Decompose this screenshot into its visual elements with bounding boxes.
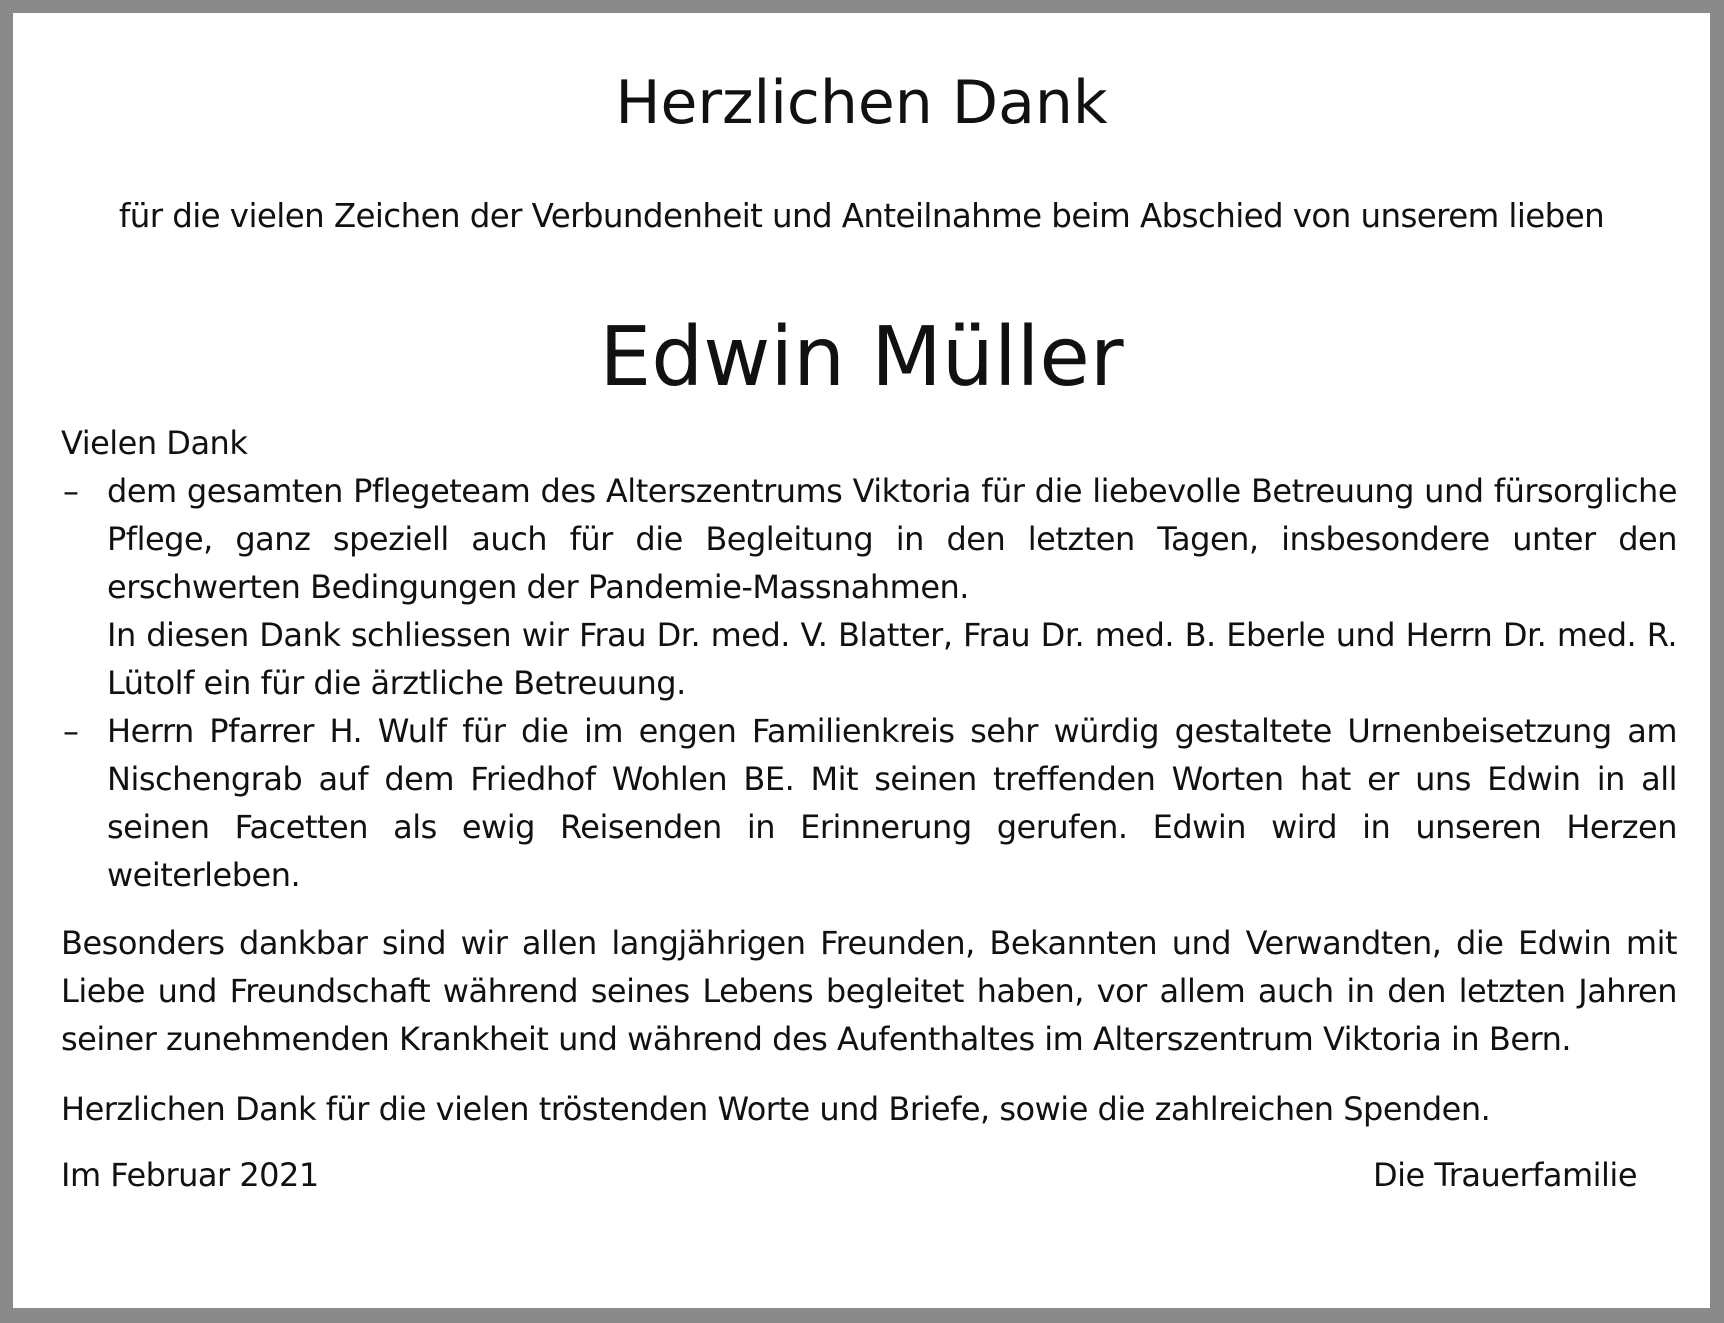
thanks-item-text: dem gesamten Pflegeteam des Alterszentrums Viktoria für die liebevolle Betreuung und fürsorgliche Pflege, ganz speziell auch für die Begleitung in den letzten Tagen, insbesondere unter den erschwerten Bedingungen der Pandemie-Massnahmen. — [107, 472, 1677, 606]
dash-marker: – — [63, 472, 79, 510]
thanks-item-pastor — [61, 707, 1677, 899]
dash-marker: – — [63, 712, 79, 750]
paragraph-grateful: Besonders dankbar sind wir allen langjährigen Freunden, Bekannten und Verwandten, die Edwin mit Liebe und Freundschaft während seines Lebens begleitet haben, vor allem auch in den letzten Jahren seiner zunehmenden Krankheit und während des Aufenthaltes im Alterszentrum Viktoria in Bern. — [61, 924, 1677, 1058]
deceased-name: Edwin Müller — [599, 310, 1124, 405]
paragraph-closing: Herzlichen Dank für die vielen tröstenden Worte und Briefe, sowie die zahlreichen Spenden. — [61, 1090, 1491, 1128]
obituary-notice — [13, 13, 1710, 1308]
thanks-label: Vielen Dank — [61, 424, 248, 462]
intro-line: für die vielen Zeichen der Verbundenheit und Anteilnahme beim Abschied von unserem lieben — [118, 197, 1605, 235]
thanks-item-care-team — [61, 467, 1677, 707]
notice-footer — [61, 1151, 1677, 1199]
notice-body — [61, 419, 1677, 1199]
notice-signature: Die Trauerfamilie — [1372, 1156, 1637, 1194]
thanks-item-text: Herrn Pfarrer H. Wulf für die im engen Familienkreis sehr würdig gestaltete Urnenbeisetzung am Nischengrab auf dem Friedhof Wohlen BE. Mit seinen treffenden Worten hat er uns Edwin in all seinen Facetten als ewig Reisenden in Erinnerung gerufen. Edwin wird in unseren Herzen weiterleben. — [107, 712, 1677, 894]
thanks-list — [61, 467, 1677, 899]
notice-date: Im Februar 2021 — [61, 1156, 319, 1194]
notice-heading: Herzlichen Dank — [615, 68, 1108, 138]
thanks-item-text-doctors: In diesen Dank schliessen wir Frau Dr. med. V. Blatter, Frau Dr. med. B. Eberle und Herrn Dr. med. R. Lütolf ein für die ärztliche Betreuung. — [107, 616, 1677, 702]
